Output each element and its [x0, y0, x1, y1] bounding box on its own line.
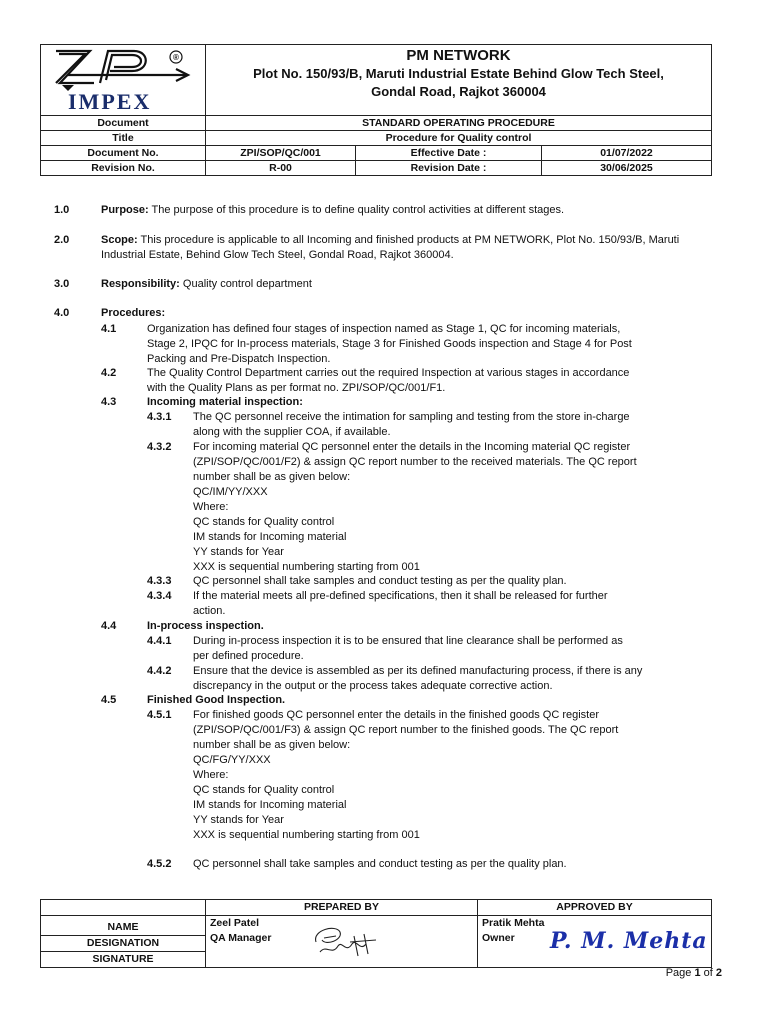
revision-no-label: Revision No.	[41, 161, 206, 176]
clause-line: per defined procedure.	[193, 650, 304, 662]
clause-line: The Quality Control Department carries out the required Inspection at various stages in accordance	[147, 367, 630, 379]
clause-line: During in-process inspection it is to be ensured that line clearance shall be performed as	[193, 635, 623, 647]
clause-line: number shall be as given below:	[193, 471, 351, 483]
section-scope	[101, 233, 679, 248]
document-value: STANDARD OPERATING PROCEDURE	[206, 116, 712, 131]
prepared-designation: QA Manager	[210, 932, 272, 944]
zp-impex-logo	[48, 45, 198, 111]
clause-title: Incoming material inspection:	[147, 396, 303, 408]
section-label: Procedures:	[101, 307, 166, 319]
clause-4-2	[147, 366, 674, 396]
approval-table	[40, 899, 712, 968]
prepared-signature	[310, 922, 382, 962]
signature-label: SIGNATURE	[41, 952, 206, 968]
clause-4-3-2	[193, 440, 674, 575]
subclause-number: 4.3.3	[147, 575, 172, 587]
clause-number: 4.3	[101, 396, 117, 408]
section-number: 2.0	[54, 234, 70, 246]
document-no-label: Document No.	[41, 146, 206, 161]
clause-title: In-process inspection.	[147, 620, 264, 632]
document-label: Document	[41, 116, 206, 131]
approved-signature: P. M. Mehta	[550, 928, 708, 954]
clause-line: QC stands for Quality control	[193, 784, 335, 796]
clause-4-4-1	[193, 634, 674, 664]
clause-4-3-4	[193, 589, 674, 619]
clause-4-5-1	[193, 708, 674, 843]
clause-4-3-1	[193, 410, 674, 440]
subclause-number: 4.5.1	[147, 709, 172, 721]
registered-mark: ®	[173, 53, 179, 62]
subclause-number: 4.4.2	[147, 665, 172, 677]
page-label: Page	[665, 967, 695, 979]
clause-line: YY stands for Year	[193, 814, 284, 826]
section-number: 1.0	[54, 204, 70, 216]
clause-4-3-3: QC personnel shall take samples and conduct testing as per the quality plan.	[193, 575, 567, 587]
clause-4-5-2: QC personnel shall take samples and conduct testing as per the quality plan.	[193, 858, 567, 870]
page-of: of	[700, 967, 716, 979]
clause-line: number shall be as given below:	[193, 739, 351, 751]
clause-title: Finished Good Inspection.	[147, 694, 286, 706]
clause-line: For incoming material QC personnel enter the details in the Incoming material QC register	[193, 441, 631, 453]
approved-by-header: APPROVED BY	[478, 900, 712, 916]
prepared-name: Zeel Patel	[210, 917, 260, 929]
clause-line: For finished goods QC personnel enter the details in the finished goods QC register	[193, 709, 600, 721]
title-value: Procedure for Quality control	[206, 131, 712, 146]
prepared-by-cell	[206, 916, 478, 968]
section-scope-line2: Industrial Estate, Behind Glow Tech Steel, Gondal Road, Rajkot 360004.	[101, 249, 454, 261]
company-address-line1: Plot No. 150/93/B, Maruti Industrial Estate Behind Glow Tech Steel,	[253, 66, 664, 81]
section-label: Scope:	[101, 234, 138, 246]
approved-name: Pratik Mehta	[482, 917, 545, 929]
page-total: 2	[715, 967, 722, 979]
clause-number: 4.2	[101, 367, 117, 379]
approved-by-cell	[478, 916, 712, 968]
effective-date-value: 01/07/2022	[542, 146, 712, 161]
approval-corner-cell	[41, 900, 206, 916]
name-label: NAME	[41, 916, 206, 936]
revision-date-label: Revision Date :	[356, 161, 542, 176]
clause-line: IM stands for Incoming material	[193, 799, 347, 811]
clause-line: Organization has defined four stages of inspection named as Stage 1, QC for incoming materials,	[147, 323, 621, 335]
clause-number: 4.4	[101, 620, 117, 632]
company-logo	[41, 45, 206, 116]
clause-line: If the material meets all pre-defined specifications, then it shall be released for further	[193, 590, 608, 602]
section-text: Quality control department	[179, 278, 312, 290]
clause-number: 4.5	[101, 694, 117, 706]
section-label: Responsibility:	[101, 278, 180, 290]
subclause-number: 4.3.1	[147, 411, 172, 423]
clause-line: IM stands for Incoming material	[193, 531, 347, 543]
clause-line: Packing and Pre-Dispatch Inspection.	[147, 353, 331, 365]
clause-4-4-2	[193, 664, 674, 694]
section-number: 3.0	[54, 278, 70, 290]
clause-line: Stage 2, IPQC for In-process materials, Stage 3 for Finished Goods inspection and Stage 4 for Post	[147, 338, 632, 350]
subclause-number: 4.4.1	[147, 635, 172, 647]
section-responsibility	[101, 277, 312, 292]
format-code: QC/IM/YY/XXX	[193, 486, 268, 498]
approved-designation: Owner	[482, 932, 515, 944]
subclause-number: 4.5.2	[147, 858, 172, 870]
clause-line: Where:	[193, 769, 229, 781]
subclause-number: 4.3.2	[147, 441, 172, 453]
company-address-line2: Gondal Road, Rajkot 360004	[371, 84, 546, 99]
clause-number: 4.1	[101, 323, 117, 335]
clause-line: QC stands for Quality control	[193, 516, 335, 528]
section-label: Purpose:	[101, 204, 149, 216]
section-purpose	[101, 203, 564, 218]
document-no-value: ZPI/SOP/QC/001	[206, 146, 356, 161]
clause-line: Where:	[193, 501, 229, 513]
revision-no-value: R-00	[206, 161, 356, 176]
clause-line: YY stands for Year	[193, 546, 284, 558]
clause-line: Ensure that the device is assembled as per its defined manufacturing process, if there is any	[193, 665, 643, 677]
clause-line: (ZPI/SOP/QC/001/F3) & assign QC report number to the finished goods. The QC report	[193, 724, 619, 736]
clause-line: The QC personnel receive the intimation for sampling and testing from the store in-charge	[193, 411, 630, 423]
clause-line: XXX is sequential numbering starting from 001	[193, 561, 420, 573]
company-name: PM NETWORK	[406, 47, 511, 64]
clause-line: along with the supplier COA, if available.	[193, 426, 391, 438]
company-block	[206, 45, 712, 116]
title-label: Title	[41, 131, 206, 146]
section-text: The purpose of this procedure is to define quality control activities at different stages.	[148, 204, 565, 216]
clause-line: discrepancy in the output or the process takes adequate corrective action.	[193, 680, 553, 692]
page-number	[666, 966, 722, 980]
clause-line: (ZPI/SOP/QC/001/F2) & assign QC report number to the received materials. The QC report	[193, 456, 637, 468]
designation-label: DESIGNATION	[41, 936, 206, 952]
section-text: This procedure is applicable to all Incoming and finished products at PM NETWORK, Plot No. 150/93/B, Maruti	[137, 234, 680, 246]
prepared-by-header: PREPARED BY	[206, 900, 478, 916]
clause-line: XXX is sequential numbering starting from 001	[193, 829, 420, 841]
revision-date-value: 30/06/2025	[542, 161, 712, 176]
logo-wordmark: IMPEX	[68, 89, 152, 111]
clause-line: action.	[193, 605, 226, 617]
section-number: 4.0	[54, 307, 70, 319]
format-code: QC/FG/YY/XXX	[193, 754, 271, 766]
effective-date-label: Effective Date :	[356, 146, 542, 161]
clause-line: with the Quality Plans as per format no. ZPI/SOP/QC/001/F1.	[147, 382, 446, 394]
page-current: 1	[694, 967, 701, 979]
subclause-number: 4.3.4	[147, 590, 172, 602]
document-header	[40, 44, 712, 176]
clause-4-1	[147, 322, 674, 367]
